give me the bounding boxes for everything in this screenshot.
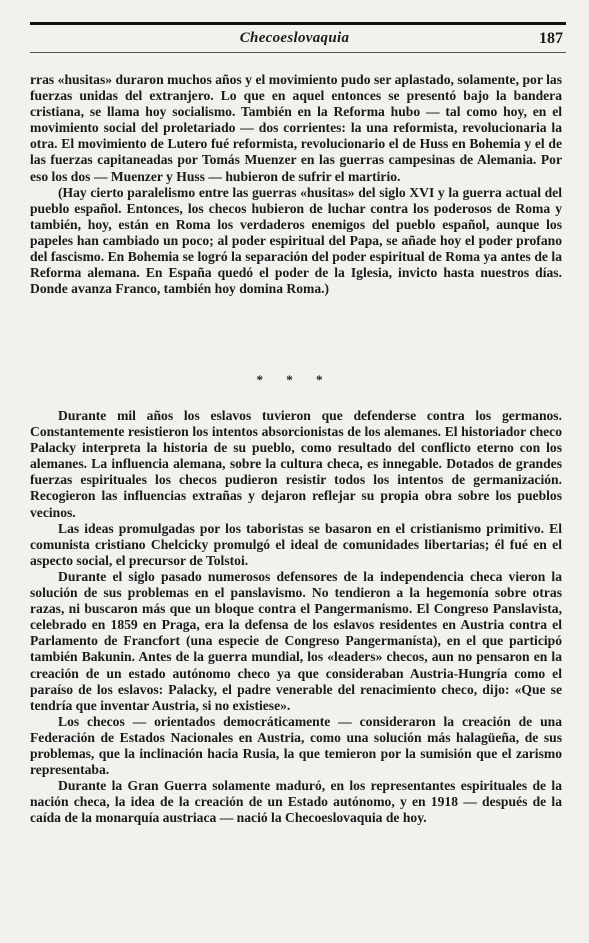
paragraph: (Hay cierto paralelismo entre las guerras «husitas» del siglo XVI y la guerra actual del pueblo español. Entonces, los checos hubieron de luchar contra los poderosos de Roma y también, hoy, están en Roma los verdaderos enemigos del pueblo español, aunque los papeles han cambiado un poco; al poder espiritual del Papa, se añade hoy el poder profano del fascismo. En Bohemia se logró la separación del poder espiritual de Roma ya antes de la Reforma alemana. En España quedó el poder de la Iglesia, invicto hasta nuestros días. Donde avanza Franco, también hoy domina Roma.) xyxy=(30,184,562,297)
header-underline xyxy=(30,52,566,53)
page-number: 187 xyxy=(539,30,563,47)
paragraph: Durante el siglo pasado numerosos defensores de la independencia checa vieron la solución de sus problemas en el panslavismo. No tendieron a la hegemonía sobre otras razas, ni buscaron más que un bloque contra el Pangermanismo. El Congreso Panslavista, celebrado en 1859 en Praga, era la defensa de los eslavos residentes en Austria contra el Parlamento de Francfort (una especie de Congreso Pangermanísta), en el que participó también Bakunin. Antes de la guerra mundial, los «leaders» checos, aun no pensaron en la creación de un estado autónomo checo ya que consideraban Austria-Hungría como el paraíso de los eslavos: Palacky, el padre venerable del renacimiento checo, dijo: «Que se tendría que inventar Austria, si no existiese». xyxy=(30,568,562,713)
running-title: Checoeslovaquia xyxy=(239,30,350,46)
section-one xyxy=(30,72,562,297)
section-separator: * * * xyxy=(256,372,333,387)
paragraph: Durante mil años los eslavos tuvieron que defenderse contra los germanos. Constantemente resistieron los intentos absorcionistas de los alemanes. El historiador checo Palacky interpreta la historia de su pueblo, como resultado del conflicto eterno con los alemanes. La influencia alemana, sobre la cultura checa, es innegable. Dotados de grandes fuerzas espirituales los checos pudieron resistir todos los intentos de germanización. Recogieron las influencias extrañas y dejaron reflejar su propia obra sobre los pueblos vecinos. xyxy=(30,408,562,520)
paragraph: Los checos — orientados democráticamente — consideraron la creación de una Federación de Estados Nacionales en Austria, como una solución más halagüeña, de sus problemas, que la inclinación hacia Rusia, la que temieron por la sumisión que el zarismo representaba. xyxy=(30,713,562,778)
section-two xyxy=(30,408,562,826)
paragraph: rras «husitas» duraron muchos años y el movimiento pudo ser aplastado, solamente, por las fuerzas unidas del extranjero. Lo que en aquel entonces se presentó bajo la bandera cristiana, se llama hoy socialismo. También en la Reforma hubo — tal como hoy, en el movimiento social del proletariado — dos corrientes: la una reformista, revolucionaria la otra. El movimiento de Lutero fué reformista, revolucionario el de Huss en Bohemia y el de las fuerzas capitaneadas por Tomás Muenzer en las guerras campesinas de Alemania. Por eso los dos — Muenzer y Huss — hubieron de sufrir el martirio. xyxy=(30,72,562,184)
paragraph: Durante la Gran Guerra solamente maduró, en los representantes espirituales de la nación checa, la idea de la creación de un Estado autónomo, y en 1918 — después de la caída de la monarquía austriaca — nació la Checoeslovaquia de hoy. xyxy=(30,778,562,826)
header-rule xyxy=(30,22,566,25)
paragraph: Las ideas promulgadas por los taboristas se basaron en el cristianismo primitivo. El comunista cristiano Chelcicky promulgó el ideal de comunidades libertarias; él fué en el aspecto social, el precursor de Tolstoi. xyxy=(30,520,562,568)
